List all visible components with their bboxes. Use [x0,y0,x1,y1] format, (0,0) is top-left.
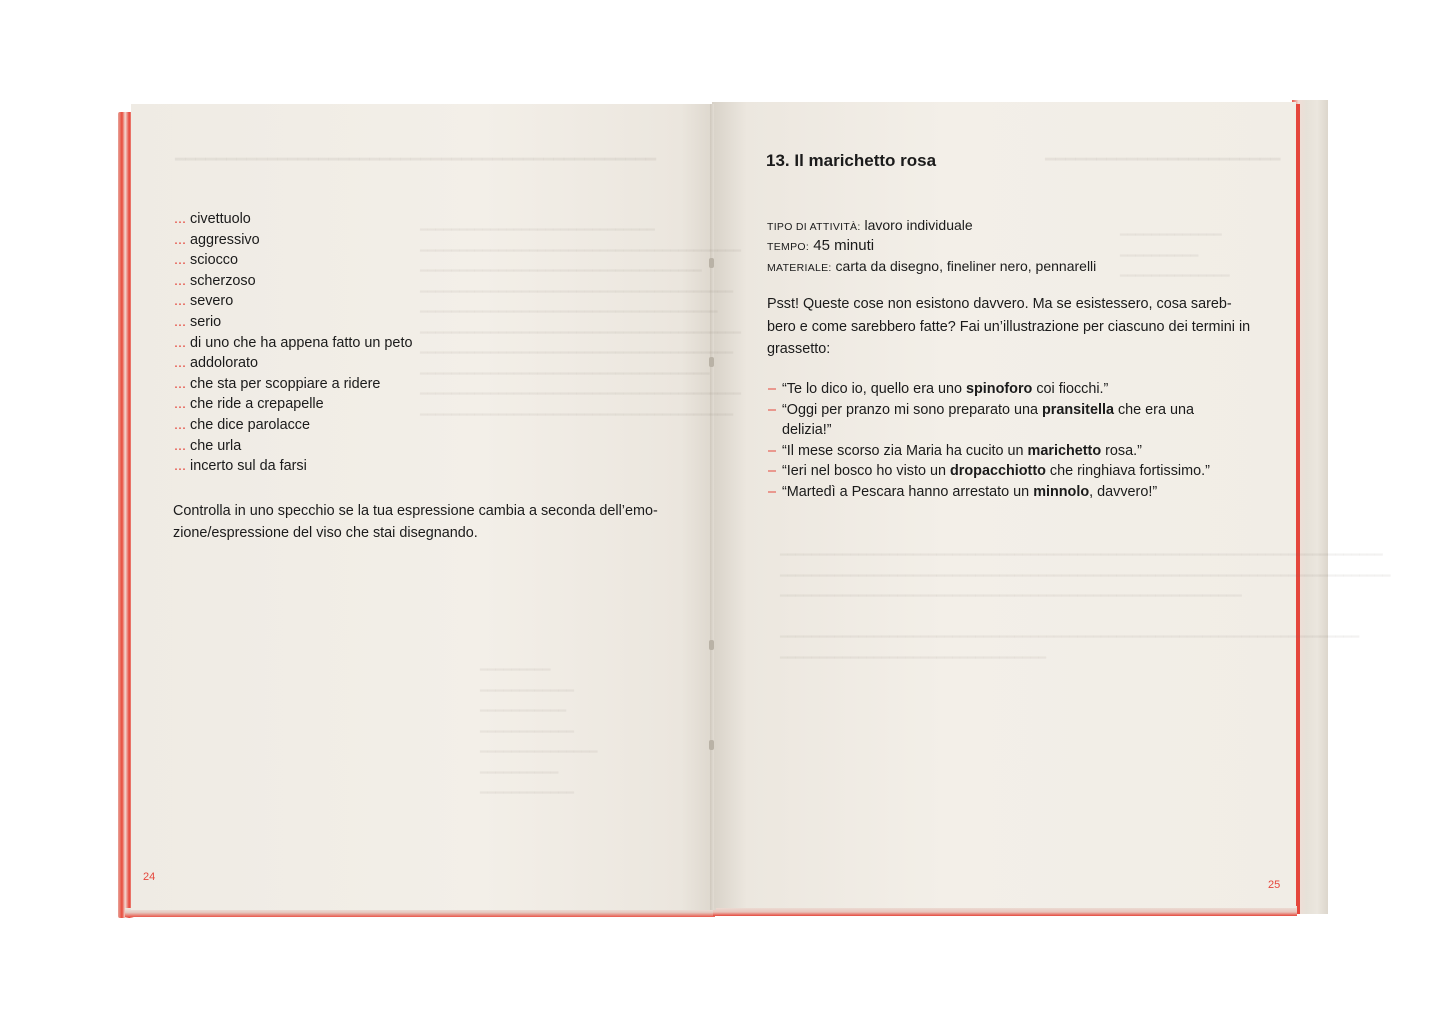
dash-marker: – [768,442,777,459]
list-item [174,209,412,230]
list-item-text: scherzoso [186,272,256,289]
list-item [174,353,412,374]
material-line [767,258,1096,274]
list-item [174,333,412,354]
list-item-text: addolorato [186,355,259,372]
quote-text: rosa.” [1101,442,1142,459]
list-item [174,436,412,457]
dash-marker: – [768,381,777,397]
list-item-text: serio [186,313,222,330]
list-item-text: sciocco [186,252,238,269]
time-line [767,237,874,254]
staple [709,640,714,650]
activity-type-label: TIPO DI ATTIVITÀ: [767,221,861,233]
list-item-text: di uno che ha appena fatto un peto [186,334,413,351]
time-value: 45 minuti [809,237,875,254]
quote-text: coi fiocchi.” [1032,381,1109,397]
time-label: TEMPO: [767,241,810,253]
invented-word: marichetto [1027,442,1102,459]
ellipsis-marker: ... [174,231,186,248]
ellipsis-marker: ... [174,416,186,433]
list-item-text: che ride a crepapelle [186,396,324,413]
list-item-text: aggressivo [186,231,260,248]
quote-text: “Martedì a Pescara hanno arrestato un [782,483,1034,500]
ellipsis-marker: ... [174,458,186,475]
invented-word: pransitella [1041,401,1114,418]
list-item [174,250,412,271]
ellipsis-marker: ... [174,293,186,310]
page-number-left: 24 [143,871,156,883]
staple [709,740,714,750]
list-item [174,456,412,477]
list-item [174,230,412,251]
ellipsis-marker: ... [174,313,186,330]
quote-text: che ringhiava fortissimo.” [1045,463,1210,480]
list-item-text: che urla [186,437,242,454]
quote-text: “Il mese scorso zia Maria ha cucito un [782,442,1028,459]
list-item [174,312,412,333]
show-through-texture: ━━━━━━━━━━━━━━━━━━━━━━━━━━━━━━━━━━━━━━━━━━━━━━━━━━━━━━━━━━━━━━━━━━━━━━━━━━━━━ ━━━━━━━━━━━━━━━━━━━━━━━━━━━━━━━━━━━━━━━━━━━━━━━━━━━━━━━━━━━━━━━━━━━━━━━━━━━━━━ ━━━━━━━━━━━━━━━━━━━━━━━━━━━━━━━━━━━━━━━━━━━━━━━━━━━━━━━━━━━ ━━━━━━━━━━━━━━━━━━━━━━━━━━━━━━━━━━━━━━━━━━━━━━━━━━━━━━━━━━━━━━━━━━━━━━━━━━ ━━━━━━━━━━━━━━━━━━━━━━━━━━━━━━━━━━ [780,547,1391,665]
mirror-instruction-paragraph: Controlla in uno specchio se la tua espressione cambia a seconda dell’emo-zione/espressione del viso che stai disegnando. [173,503,658,541]
show-through-texture: ━━━━━━━━━━━━━━━━━━━━━━━ [1045,150,1281,169]
dash-marker: – [768,401,777,418]
list-item-text: che dice parolacce [186,416,310,433]
list-item-text: che sta per scoppiare a ridere [186,375,381,392]
show-through-texture: ━━━━━━━━━━━━━ ━━━━━━━━━━ ━━━━━━━━━━━━━━ [1120,227,1230,283]
invented-word: dropacchiotto [949,463,1046,480]
activity-type-line [767,217,973,233]
quote-item [768,400,1238,441]
invented-word: minnolo [1033,483,1090,500]
quote-text: “Te lo dico io, quello era uno [782,381,966,397]
dash-marker: – [768,463,777,480]
quote-item [768,461,1238,482]
quote-text: “Ieri nel bosco ho visto un [782,463,950,480]
material-value: carta da disegno, fineliner nero, pennarelli [831,258,1097,274]
section-title: 13. Il marichetto rosa [766,151,937,170]
ellipsis-marker: ... [174,211,186,227]
invented-word: spinoforo [966,381,1033,397]
ellipsis-marker: ... [174,375,186,392]
expression-list [174,209,412,477]
list-item-text: severo [186,293,234,310]
list-item [174,374,412,395]
list-item [174,291,412,312]
ellipsis-marker: ... [174,334,186,351]
activity-type-value: lavoro individuale [860,217,973,233]
quote-text: “Oggi per pranzo mi sono preparato una [782,401,1042,418]
ellipsis-marker: ... [174,355,186,372]
quote-text: , davvero!” [1089,483,1158,500]
ellipsis-marker: ... [174,252,186,269]
ellipsis-marker: ... [174,437,186,454]
quote-item [768,482,1238,503]
quote-item [768,379,1238,400]
quote-list [768,379,1238,503]
list-item-text: incerto sul da farsi [186,458,307,475]
ellipsis-marker: ... [174,272,186,289]
list-item [174,415,412,436]
show-through-texture: ━━━━━━━━━━━━━━━━━━━━━━━━━━━━━━━━━━━━━━━━━━━━━━━ [175,150,657,169]
page-number-right: 25 [1268,879,1281,891]
intro-paragraph: Psst! Queste cose non esistono davvero. Ma se esistessero, cosa sareb-bero e come sarebbero fatte? Fai un’illustrazione per ciascuno dei termini in grassetto: [767,296,1251,357]
list-item [174,394,412,415]
right-cover-edge [1296,104,1300,914]
show-through-texture: ━━━━━━━━━━━━━━━━━━━━━━━━━━━━━━ ━━━━━━━━━━━━━━━━━━━━━━━━━━━━━━━━━━━━━━━━━ ━━━━━━━━━━━━━━━━━━━━━━━━━━━━━━━━━━━━ ━━━━━━━━━━━━━━━━━━━━━━━━━━━━━━━━━━━━━━━━ ━━━━━━━━━━━━━━━━━━━━━━━━━━━━━━━━━━━━━━ ━━━━━━━━━━━━━━━━━━━━━━━━━━━━━━━━━━━━━━━━━ ━━━━━━━━━━━━━━━━━━━━━━━━━━━━━━━━━━━━━━━━ ━━━━━━━━━━━━━━━━━━━━━━━━━━━━━━━━━━━━━ ━━━━━━━━━━━━━━━━━━━━━━━━━━━━━━━━━━━━━━━━━ ━━━━━━━━━━━━━━━━━━━━━━━━━━━━━━━━━━━━━━━━ [420,222,741,422]
quote-item [768,441,1238,462]
material-label: MATERIALE: [767,262,832,274]
dash-marker: – [768,483,777,500]
quote-text: che era una delizia!” [782,401,1194,439]
list-item [174,271,412,292]
show-through-texture: ━━━━━━━━━ ━━━━━━━━━━━━ ━━━━━━━━━━━ ━━━━━━━━━━━━ ━━━━━━━━━━━━━━━ ━━━━━━━━━━ ━━━━━━━━━━━━ [480,662,598,800]
ellipsis-marker: ... [174,396,186,413]
list-item-text: civettuolo [186,211,251,227]
